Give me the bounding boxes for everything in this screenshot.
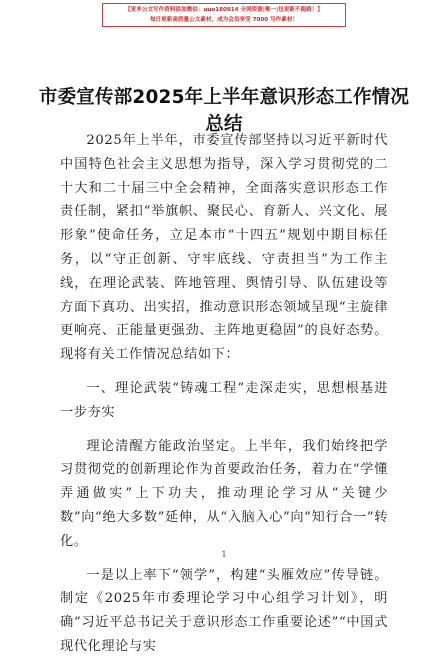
paragraph-spacing [60, 425, 388, 435]
body-paragraph: 理论清醒方能政治坚定。上半年，我们始终把学习贯彻党的创新理论作为首要政治任务，着力在“学懂弄通做实”上下功夫，推动理论学习从“关键少数”向“绝大多数”延伸，从“入脑入心”向“知行合一”转化。 [60, 438, 388, 549]
body-paragraph: 一是以上率下“领学”，构建“头雁效应”传导链。制定《2025年市委理论学习中心组学习计划》，明确“习近平总书记关于意识形态工作重要论述”“中国式现代化理论与实 [60, 567, 388, 654]
promo-line-2: 每日更新高质量公文素材，成为会员享受 7000 写作素材！ [149, 17, 299, 23]
document-body [60, 129, 388, 659]
page-number: 1 [221, 550, 227, 559]
document-title: 市委宣传部2025年上半年意识形态工作情况总结 [38, 87, 410, 135]
promo-banner[interactable] [102, 3, 346, 27]
section-heading: 一、理论武装“铸魂工程”走深走实，思想根基进一步夯实 [60, 380, 388, 420]
paragraph-spacing [60, 367, 388, 377]
intro-paragraph: 2025年上半年，市委宣传部坚持以习近平新时代中国特色社会主义思想为指导，深入学习贯彻党的二十大和二十届三中全会精神，全面落实意识形态工作责任制，紧扣“举旗帜、聚民心、育新人、兴文化、展形象”使命任务，立足本市“十四五”规划中期目标任务，以“守正创新、守牢底线、守责担当”为工作主线，在理论武装、阵地管理、舆情引导、队伍建设等方面下真功、出实招，推动意识形态领域呈现“主旋律更响亮、正能量更强劲、主阵地更稳固”的良好态势。现将有关工作情况总结如下： [60, 133, 388, 363]
promo-line-1: 【更多公文写作资料添加微信：uuo180914 全网资源|唯一|包更新不跑路！】 [125, 7, 323, 13]
